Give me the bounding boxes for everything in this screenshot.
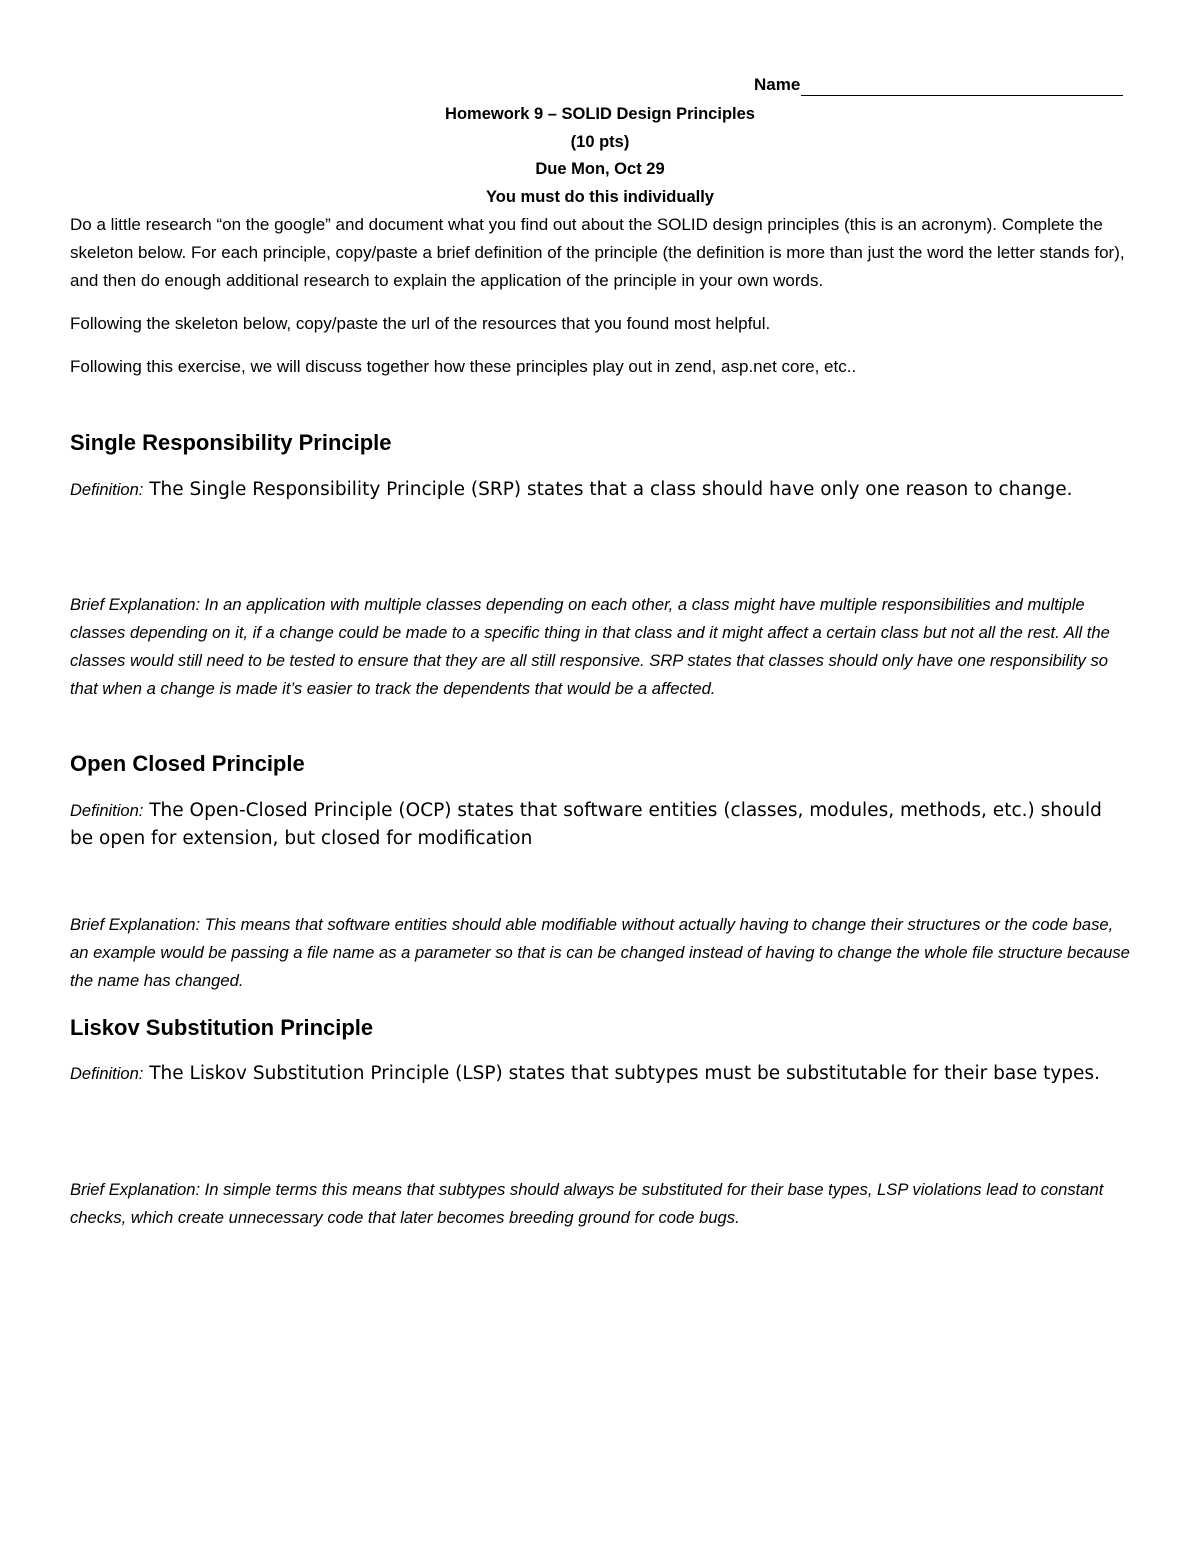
individual-note: You must do this individually (486, 187, 714, 206)
definition-ocp (70, 797, 1130, 852)
name-blank-line (801, 77, 1123, 96)
name-field (754, 74, 1123, 96)
definition-text: The Single Responsibility Principle (SRP) states that a class should have only one reason to change. (143, 479, 1073, 500)
definition-label: Definition: (70, 481, 144, 499)
section-heading-ocp: Open Closed Principle (70, 751, 305, 776)
explanation-ocp: Brief Explanation: This means that software entities should able modifiable without actually having to change their structures or the code base, an example would be passing a file name as a parameter so that is can be changed instead of having to change the whole file structure because the name has changed. (70, 915, 1130, 990)
definition-label: Definition: (70, 802, 144, 820)
name-label: Name (754, 75, 801, 94)
definition-text: The Liskov Substitution Principle (LSP) states that subtypes must be substitutable for their base types. (143, 1063, 1100, 1084)
instructions-paragraph: Do a little research “on the google” and document what you find out about the SOLID design principles (this is an acronym). Complete the skeleton below. For each principle, copy/paste a brief definition of the principle (the definition is more than just the word the letter stands for), and then do enough additional research to explain the application of the principle in your own words. (70, 215, 1125, 290)
instructions (70, 211, 1130, 396)
document-header (0, 101, 1200, 211)
definition-srp (70, 476, 1130, 504)
document-title: Homework 9 – SOLID Design Principles (445, 105, 755, 123)
explanation-lsp: Brief Explanation: In simple terms this means that subtypes should always be substituted for their base types, LSP violations lead to constant checks, which create unnecessary code that later becomes breeding ground for code bugs. (70, 1180, 1104, 1227)
definition-text: The Open-Closed Principle (OCP) states that software entities (classes, modules, methods, etc.) should be open for extension, but closed for modification (70, 800, 1102, 849)
definition-label: Definition: (70, 1065, 144, 1083)
section-heading-srp: Single Responsibility Principle (70, 430, 392, 455)
section-heading-lsp: Liskov Substitution Principle (70, 1015, 374, 1040)
due-date: Due Mon, Oct 29 (535, 160, 665, 178)
instructions-paragraph: Following the skeleton below, copy/paste the url of the resources that you found most helpful. (70, 314, 771, 333)
instructions-paragraph: Following this exercise, we will discuss together how these principles play out in zend, asp.net core, etc.. (70, 357, 857, 376)
definition-lsp (70, 1060, 1130, 1088)
explanation-srp: Brief Explanation: In an application with multiple classes depending on each other, a class might have multiple responsibilities and multiple classes depending on it, if a change could be made to a specific thing in that class and it might affect a certain class but not all the rest. All the classes would still need to be tested to ensure that they are all still responsive. SRP states that classes should only have one responsibility so that when a change is made it’s easier to track the dependents that would be a affected. (70, 595, 1110, 698)
points-label: (10 pts) (570, 132, 630, 151)
